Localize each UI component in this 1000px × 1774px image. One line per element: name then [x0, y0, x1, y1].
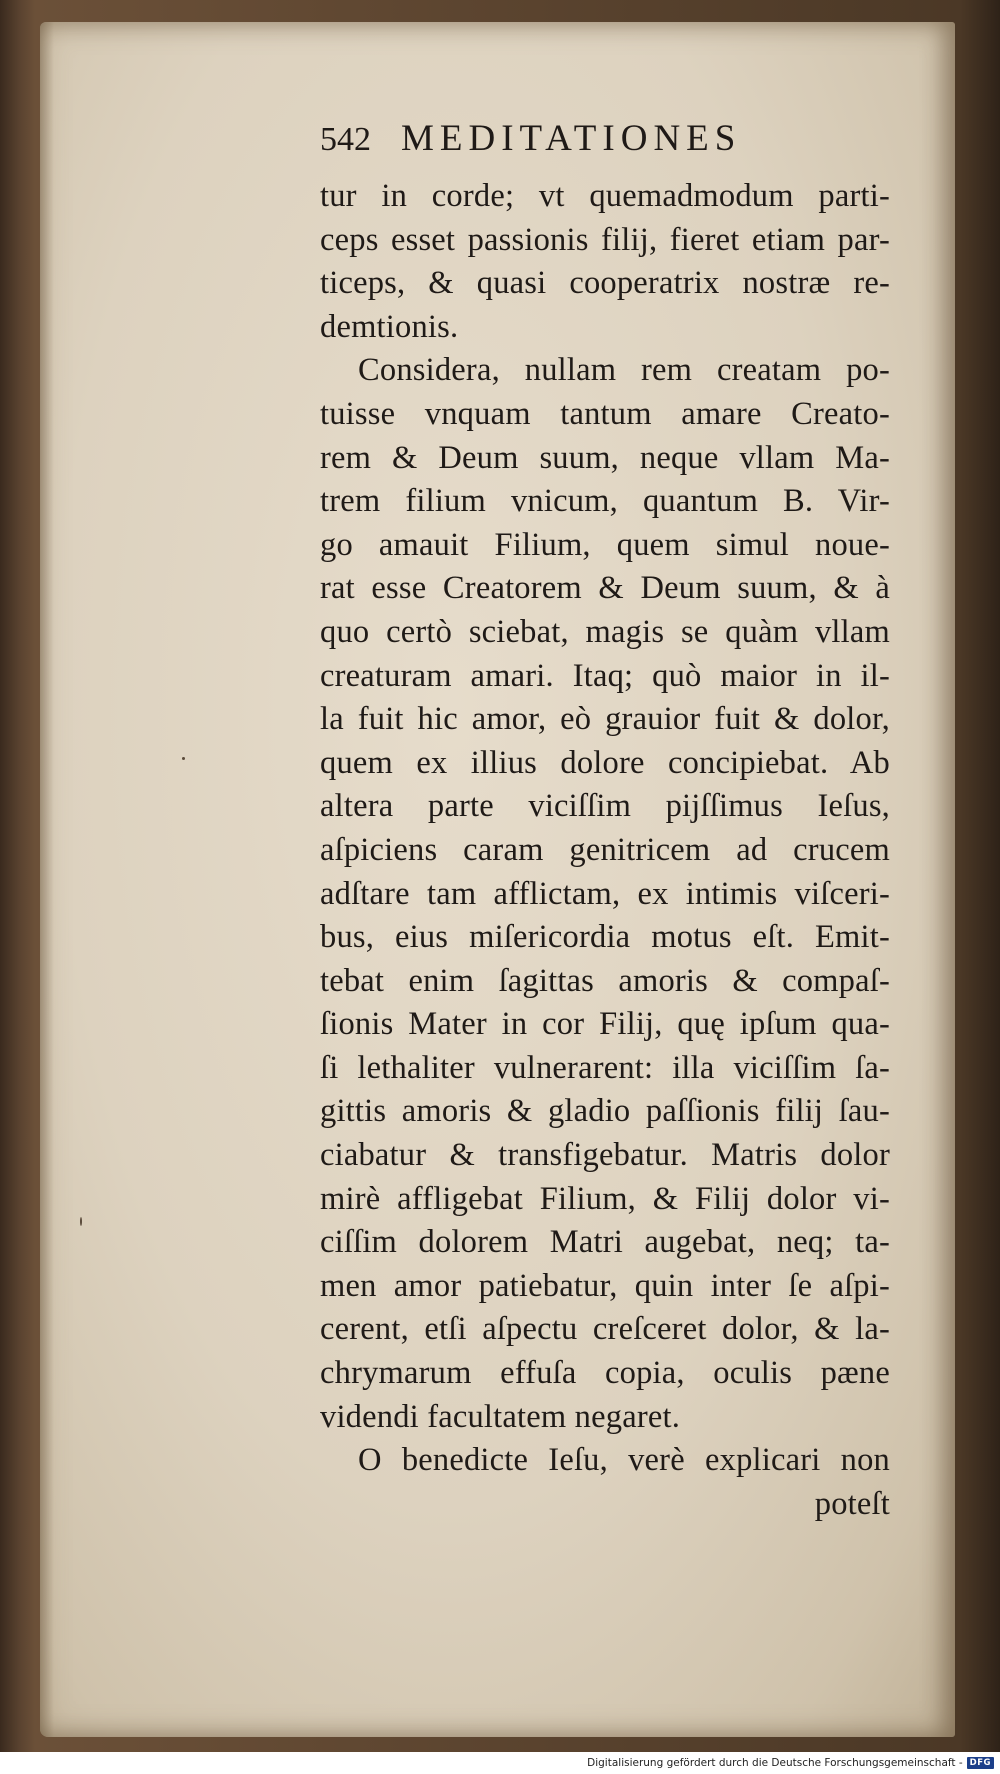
- text-line: rem & Deum suum, neque vllam Ma-: [320, 439, 890, 476]
- text-line: mirè affligebat Filium, & Filij dolor vi-: [320, 1180, 890, 1217]
- digitization-footer: [0, 1752, 1000, 1774]
- text-line: O benedicte Ieſu, verè explicari non: [358, 1442, 890, 1479]
- text-line: videndi facultatem negaret.: [320, 1398, 681, 1435]
- text-line: chrymarum effuſa copia, oculis pæne: [320, 1355, 890, 1392]
- text-line: la fuit hic amor, eò grauior fuit & dolor,: [320, 701, 890, 738]
- text-line: men amor patiebatur, quin inter ſe aſpi-: [320, 1267, 890, 1304]
- text-line: Considera, nullam rem creatam po-: [358, 352, 890, 389]
- page-number: 542: [320, 121, 371, 158]
- text-line: creaturam amari. Itaq; quò maior in il-: [320, 657, 890, 694]
- page-gutter-shadow: [40, 22, 54, 1737]
- text-line: tuisse vnquam tantum amare Creato-: [320, 395, 890, 432]
- running-head: [320, 117, 890, 175]
- text-line: trem filium vnicum, quantum B. Vir-: [320, 483, 890, 520]
- text-line: ciſſim dolorem Matri augebat, neq; ta-: [320, 1224, 890, 1261]
- text-line: ticeps, & quasi cooperatrix nostræ re-: [320, 265, 890, 302]
- text-line: quo certò sciebat, magis se quàm vllam: [320, 613, 890, 650]
- book-page: [40, 22, 955, 1737]
- text-line: ſi lethaliter vulnerarent: illa viciſſim ſa-: [320, 1049, 890, 1086]
- text-line: demtionis.: [320, 308, 459, 345]
- text-line: tebat enim ſagittas amoris & compaſ-: [320, 962, 890, 999]
- text-line: ciabatur & transfigebatur. Matris dolor: [320, 1137, 890, 1174]
- text-line: altera parte viciſſim pijſſimus Ieſus,: [320, 788, 890, 825]
- text-block: [320, 117, 890, 1526]
- text-line: tur in corde; vt quemadmodum parti-: [320, 178, 890, 214]
- dfg-logo-icon: DFG: [967, 1757, 994, 1769]
- body-text: [320, 175, 890, 1526]
- text-line: rat esse Creatorem & Deum suum, & à: [320, 570, 890, 607]
- text-line: poteſt: [814, 1485, 890, 1522]
- text-line: quem ex illius dolore concipiebat. Ab: [320, 744, 890, 781]
- paper-speck: [182, 757, 185, 760]
- text-line: go amauit Filium, quem simul noue-: [320, 526, 890, 563]
- text-line: gittis amoris & gladio paſſionis filij ſau-: [320, 1093, 890, 1130]
- text-line: bus, eius miſericordia motus eſt. Emit-: [320, 919, 890, 956]
- text-line: adſtare tam afflictam, ex intimis viſceri-: [320, 875, 890, 912]
- running-head-title: MEDITATIONES: [401, 118, 742, 159]
- text-line: ſionis Mater in cor Filij, quę ipſum qua-: [320, 1006, 890, 1043]
- funding-credit: Digitalisierung gefördert durch die Deutsche Forschungsgemeinschaft -: [587, 1757, 963, 1769]
- text-line: aſpiciens caram genitricem ad crucem: [320, 831, 890, 868]
- text-line: ceps esset passionis filij, fieret etiam par-: [320, 221, 890, 258]
- paper-speck: [80, 1217, 82, 1226]
- text-line: cerent, etſi aſpectu creſceret dolor, & la-: [320, 1311, 890, 1348]
